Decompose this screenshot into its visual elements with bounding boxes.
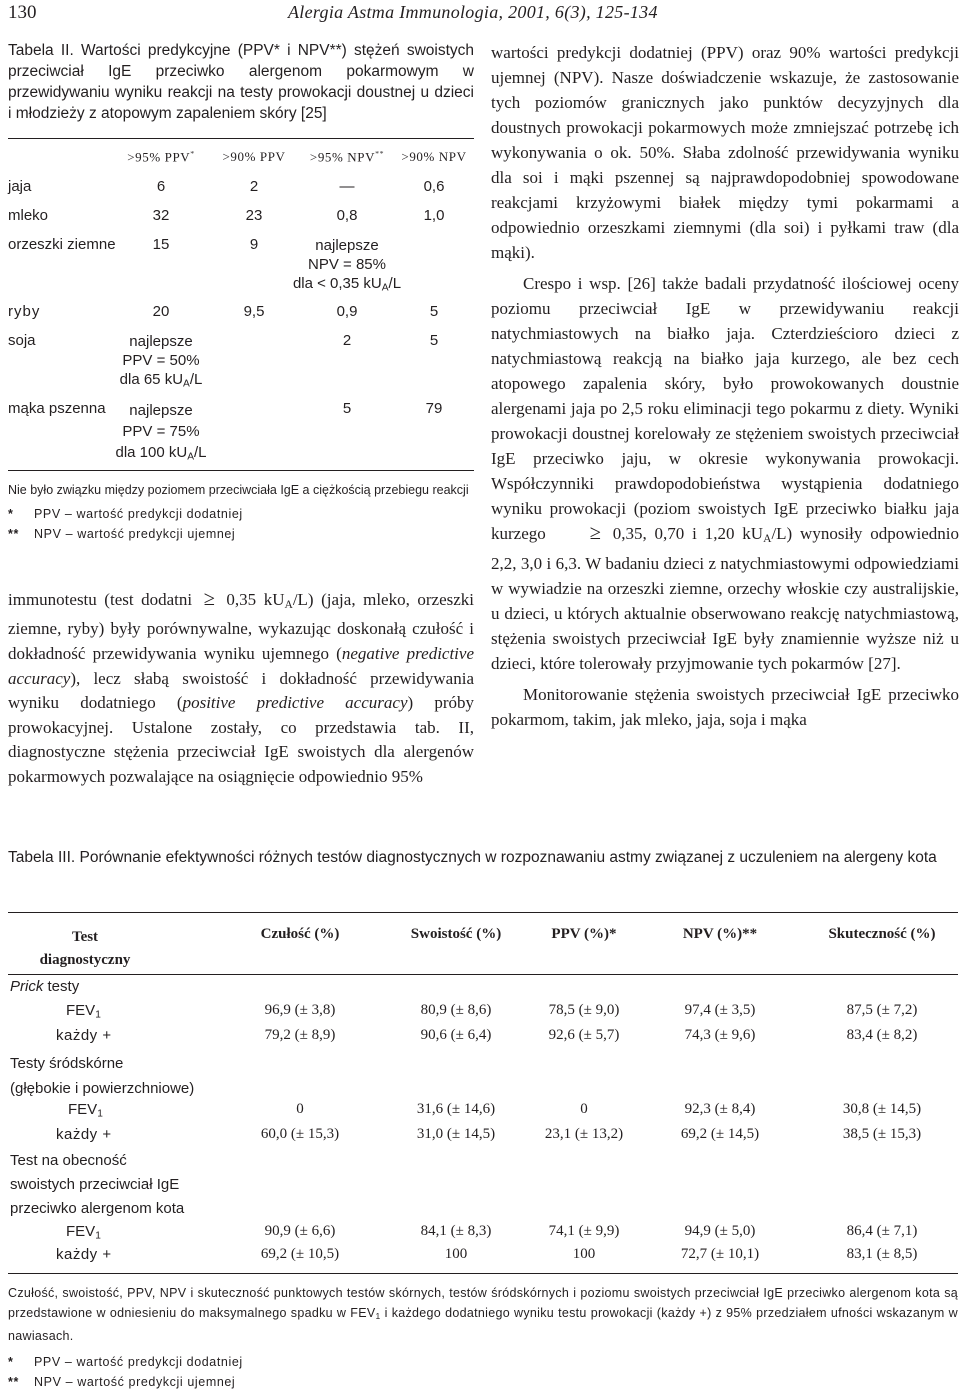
table2-cell: 32 xyxy=(152,207,170,224)
table3-group-label: Test na obecność swoistych przeciwciał IgE przeciwko alergenom kota xyxy=(10,1152,185,1217)
table3-cell: 90,6 (± 6,4) xyxy=(420,1027,492,1043)
table3-cell: 78,5 (± 9,0) xyxy=(548,1002,620,1018)
table3-cell: 86,4 (± 7,1) xyxy=(846,1223,918,1239)
table2-cell: — xyxy=(339,178,355,195)
table3-cell: 72,7 (± 10,1) xyxy=(680,1246,760,1262)
table2-cell: 5 xyxy=(342,400,352,417)
table2-cell: 0,8 xyxy=(336,207,358,224)
paragraph: wartości predykcji dodatniej (PPV) oraz 90% wartości predykcji ujemnej (NPV). Nasze doświadczenie wskazuje, że zastosowanie tych poziomów granicznych jako punktów decyzyjnych dla doustnych prowokacji pokarmowych może zmniejszać potrzebę ich wykonywania o ok. 50%. Słaba zdolność przewidywania wyniku dla soi i mąki pszennej są najprawdopodobniej spowodowane reakcjami krzyżowymi białek między tymi pokarmami a odpowiednio orzeszkami ziemnymi (dla soi) i pyłkami traw (dla mąki). xyxy=(491,43,959,262)
table2-footnote-ppv: * PPV – wartość predykcji dodatniej xyxy=(8,507,243,521)
table3-cell: 0 xyxy=(580,1101,588,1117)
table3-cell: 60,0 (± 15,3) xyxy=(260,1126,340,1142)
table3-footnote-ppv: * PPV – wartość predykcji dodatniej xyxy=(8,1355,243,1370)
table3-cell: 38,5 (± 15,3) xyxy=(842,1126,922,1142)
table3-row-label: każdy + xyxy=(56,1246,112,1263)
table2-header-2: >90% PPV xyxy=(222,149,286,164)
table2-cell-multiline: najlepsze PPV = 50% dla 65 $kU_A/L$ xyxy=(119,333,203,390)
table3-cell: 0 xyxy=(296,1101,304,1117)
table2-row-label: mleko xyxy=(8,207,49,224)
table3-header-test: Test diagnostyczny xyxy=(39,929,131,968)
table2-cell: 2 xyxy=(249,178,259,195)
table3-top-rule xyxy=(8,912,958,913)
table3-row-label: $FEV_1$ xyxy=(68,1101,103,1120)
table2-row-label: jaja xyxy=(8,178,32,195)
table3-cell: 92,3 (± 8,4) xyxy=(684,1101,756,1117)
table3-header-rule xyxy=(8,974,958,975)
table2-top-rule xyxy=(8,138,474,139)
table2-cell: 0,6 xyxy=(423,178,445,195)
table2-cell-multiline: najlepsze NPV = 85% dla < 0,35 $kU_A/L$ xyxy=(292,237,402,294)
table3-row-label: każdy + xyxy=(56,1027,112,1044)
table2-cell: 9 xyxy=(249,236,259,253)
table3-row-label: $FEV_1$ xyxy=(66,1223,101,1242)
table2-note: Nie było związku między poziomem przeciwciała IgE a ciężkością przebiegu reakcji xyxy=(8,483,469,497)
table2-cell: 6 xyxy=(156,178,166,195)
table2-cell: 23 xyxy=(245,207,263,224)
table2-row-label: ryby xyxy=(8,303,41,320)
right-column-text xyxy=(491,40,959,732)
table3-cell: 83,4 (± 8,2) xyxy=(846,1027,918,1043)
table2-cell: 2 xyxy=(342,332,352,349)
table2-footnote-npv: ** NPV – wartość predykcji ujemnej xyxy=(8,527,236,541)
table3-footnote-npv: ** NPV – wartość predykcji ujemnej xyxy=(8,1375,236,1390)
paragraph: Crespo i wsp. [26] także badali przydatność ilościowej oceny poziomu przeciwciał IgE w przewidywaniu reakcji natychmiastowych na białko jaja. Czterdzieścioro dzieci z natychmiastową reakcją na białko jaja kurzego, ale bez cech atopowego zapalenia skóry, było prowokowanych doustnie alergenami jaja po 2,5 roku eliminacji tego pokarmu z diety. Wyniki prowokacji doustnej korelowały ze stężeniem swoistych przeciwciał IgE przeciwko jaju, w okresie wykonywania prowokacji. Współczynniki prawdopodobieństwa wystąpienia dodatniego wyniku prowokacji (poziom swoistych IgE przeciwko białku jaja kurzego ≥ 0,35, 0,70 i 1,20 $kU_A/L$) wynosiły odpowiednio 2,2, 3,0 i 6,3. W badaniu dzieci z natychmiastowymi odpowiedziami w wywiadzie na orzeszki ziemne, orzechy włoskie czy australijskie, u dzieci, u których aktualnie obserwowano reakcję natychmiastową, stężenia swoistych przeciwciał IgE były znamiennie wyższe niż u dzieci, które tolerowały przyjmowanie tych pokarmów [27]. xyxy=(491,274,960,673)
table3-row-label: każdy + xyxy=(56,1126,112,1143)
table3-header-sensitivity: Czułość (%) xyxy=(260,926,340,942)
table2-cell: 5 xyxy=(429,332,439,349)
journal-header: Alergia Astma Immunologia, 2001, 6(3), 125-134 xyxy=(288,2,658,22)
table2-header-4: >90% NPV xyxy=(401,149,467,164)
table2-cell: 20 xyxy=(152,303,170,320)
table2-cell-multiline: najlepsze PPV = 75% dla 100 $kU_A/L$ xyxy=(115,402,207,463)
table3-cell: 31,0 (± 14,5) xyxy=(416,1126,496,1142)
table3-cell: 100 xyxy=(444,1246,468,1262)
table2-row-label: orzeszki ziemne xyxy=(8,236,116,253)
table3-cell: 80,9 (± 8,6) xyxy=(420,1002,492,1018)
table2-bottom-rule xyxy=(8,470,474,471)
table2-caption: Tabela II. Wartości predykcyjne (PPV* i NPV**) stężeń swoistych przeciwciał IgE przeciwko alergenom pokarmowym w przewidywaniu wyniku reakcji na testy prowokacji doustnej u dzieci i młodzieży z atopowym zapaleniem skóry [25] xyxy=(8,42,474,122)
table2-cell: 1,0 xyxy=(423,207,445,224)
table3-cell: 74,3 (± 9,6) xyxy=(684,1027,756,1043)
table3-cell: 92,6 (± 5,7) xyxy=(548,1027,620,1043)
table2-row-label: soja xyxy=(8,332,36,349)
table2-header-1: >95% PPV* xyxy=(127,149,195,165)
table2-cell: 5 xyxy=(429,303,439,320)
table3-note: Czułość, swoistość, PPV, NPV i skuteczność punktowych testów skórnych, testów śródskórnych i poziomu swoistych przeciwciał IgE przeciwko alergenom kota są przedstawione w odniesieniu do maksymalnego spadku w $FEV_1$ i każdego dodatniego wyniku testu prowokacji (każdy +) z 95% przedziałem ufności wskazanym w nawiasach. xyxy=(8,1286,958,1344)
table3-cell: 23,1 (± 13,2) xyxy=(544,1126,624,1142)
table3-caption: Tabela III. Porównanie efektywności różnych testów diagnostycznych w rozpoznawaniu astmy związanej z uczuleniem na alergeny kota xyxy=(8,849,937,866)
table2-row-label: mąka pszenna xyxy=(8,400,106,417)
table2-cell: 15 xyxy=(152,236,170,253)
table3-cell: 97,4 (± 3,5) xyxy=(684,1002,756,1018)
table3-row-label: $FEV_1$ xyxy=(66,1002,101,1021)
table2-cell: 9,5 xyxy=(243,303,265,320)
left-body-text: immunotestu (test dodatni ≥ 0,35 $kU_A/L$) (jaja, mleko, orzeszki ziemne, ryby) były porównywalne, wykazując doskonałą czułość i dokładność przewidywania wyniku ujemnego (negative predictive accuracy), lecz słabą swoistość i dokładność przewidywania wyniku dodatniego (positive predictive accuracy) próby prowokacyjnej. Ustalone zostały, co przedstawia tab. II, diagnostyczne stężenia przeciwciał IgE swoistych dla alergenów pokarmowych pozwalające na osiągnięcie odpowiednio 95% xyxy=(8,588,475,787)
table3-cell: 31,6 (± 14,6) xyxy=(416,1101,496,1117)
table3-cell: 94,9 (± 5,0) xyxy=(684,1223,756,1239)
table3-header-efficacy: Skuteczność (%) xyxy=(828,926,936,942)
table3-cell: 96,9 (± 3,8) xyxy=(264,1002,336,1018)
table3-cell: 74,1 (± 9,9) xyxy=(548,1223,620,1239)
table3-cell: 30,8 (± 14,5) xyxy=(842,1101,922,1117)
table3-header-ppv: PPV (%)* xyxy=(551,926,617,942)
table3-cell: 69,2 (± 14,5) xyxy=(680,1126,760,1142)
table3-cell: 100 xyxy=(572,1246,596,1262)
table3-bottom-rule xyxy=(8,1273,958,1274)
table3-group-label: Testy śródskórne (głębokie i powierzchniowe) xyxy=(10,1055,195,1097)
table3-cell: 90,9 (± 6,6) xyxy=(264,1223,336,1239)
table3-notes xyxy=(8,1283,958,1392)
table3-cell: 69,2 (± 10,5) xyxy=(260,1246,340,1262)
table2-notes xyxy=(8,480,474,544)
table2-cell: 79 xyxy=(425,400,443,417)
table3-cell: 79,2 (± 8,9) xyxy=(264,1027,336,1043)
table3-cell: 83,1 (± 8,5) xyxy=(846,1246,918,1262)
paragraph: Monitorowanie stężenia swoistych przeciwciał IgE przeciwko pokarmom, takim, jak mleko, jaja, soja i mąka xyxy=(491,684,959,729)
table2-header-3: >95% NPV** xyxy=(309,149,385,165)
table3-header-specificity: Swoistość (%) xyxy=(410,926,502,942)
page-number: 130 xyxy=(8,2,37,23)
table3-group-label: Prick testy xyxy=(10,978,80,995)
table2-cell: 0,9 xyxy=(336,303,358,320)
table3-cell: 87,5 (± 7,2) xyxy=(846,1002,918,1018)
table3-cell: 84,1 (± 8,3) xyxy=(420,1223,492,1239)
table3-header-npv: NPV (%)** xyxy=(682,926,758,942)
